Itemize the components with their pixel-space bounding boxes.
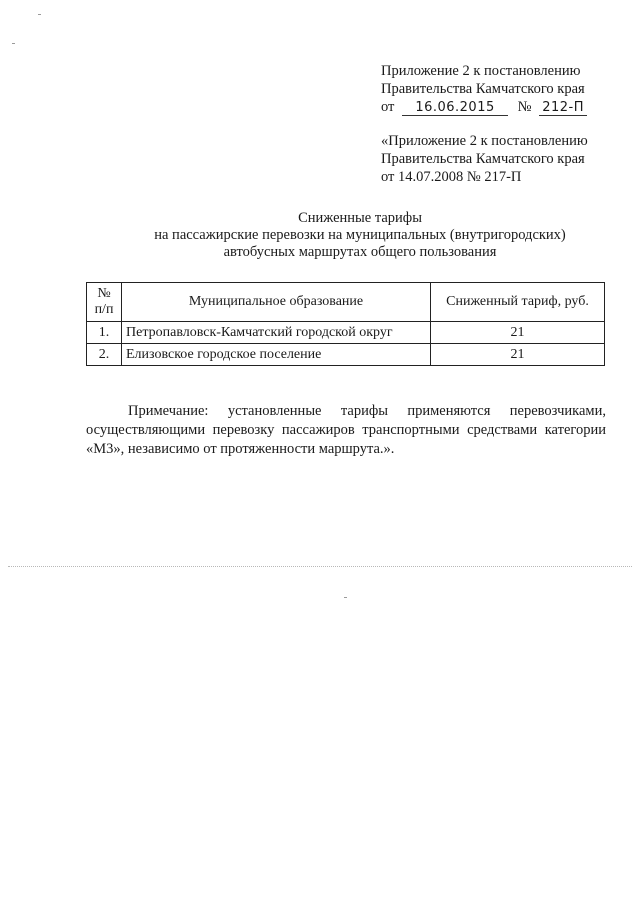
tariff-table xyxy=(86,282,605,366)
attachment-line-2: Правительства Камчатского края xyxy=(381,81,585,97)
scan-speck xyxy=(344,597,347,598)
row-number: 1. xyxy=(87,322,122,344)
document-title xyxy=(100,210,620,261)
handwritten-number: 212-П xyxy=(539,100,587,116)
table-row xyxy=(87,322,605,344)
row-tariff: 21 xyxy=(431,322,605,344)
attachment-date-line xyxy=(381,98,621,116)
attachment-header-old xyxy=(381,132,621,186)
header-municipality: Муниципальное образование xyxy=(122,283,431,322)
row-number: 2. xyxy=(87,344,122,366)
header-number-pp: п/п xyxy=(94,302,114,317)
attachment-old-line-1: «Приложение 2 к постановлению xyxy=(381,133,588,149)
attachment-old-line-3: от 14.07.2008 № 217-П xyxy=(381,169,522,185)
number-label: № xyxy=(517,99,532,115)
title-line-3: автобусных маршрутах общего пользования xyxy=(223,244,497,260)
title-line-1: Сниженные тарифы xyxy=(298,210,422,226)
row-municipality: Елизовское городское поселение xyxy=(122,344,431,366)
table-row xyxy=(87,344,605,366)
title-line-2: на пассажирские перевозки на муниципальных (внутригородских) xyxy=(154,227,566,243)
row-tariff: 21 xyxy=(431,344,605,366)
scan-speck xyxy=(38,14,41,15)
handwritten-date: 16.06.2015 xyxy=(402,100,508,116)
row-municipality: Петропавловск-Камчатский городской округ xyxy=(122,322,431,344)
scan-artifact-line xyxy=(8,566,632,567)
note-paragraph: Примечание: установленные тарифы применяются перевозчиками, осуществляющими перевозку пассажиров транспортными средствами категории «М3», независимо от протяженности маршрута.». xyxy=(86,403,606,457)
attachment-old-line-2: Правительства Камчатского края xyxy=(381,151,585,167)
table-header-row xyxy=(87,283,605,322)
attachment-header-new xyxy=(381,62,621,116)
from-label: от xyxy=(381,99,395,115)
attachment-line-1: Приложение 2 к постановлению xyxy=(381,63,581,79)
scan-speck xyxy=(12,43,15,44)
header-number xyxy=(87,283,122,322)
header-tariff: Сниженный тариф, руб. xyxy=(431,283,605,322)
header-number-symbol: № xyxy=(97,286,111,301)
